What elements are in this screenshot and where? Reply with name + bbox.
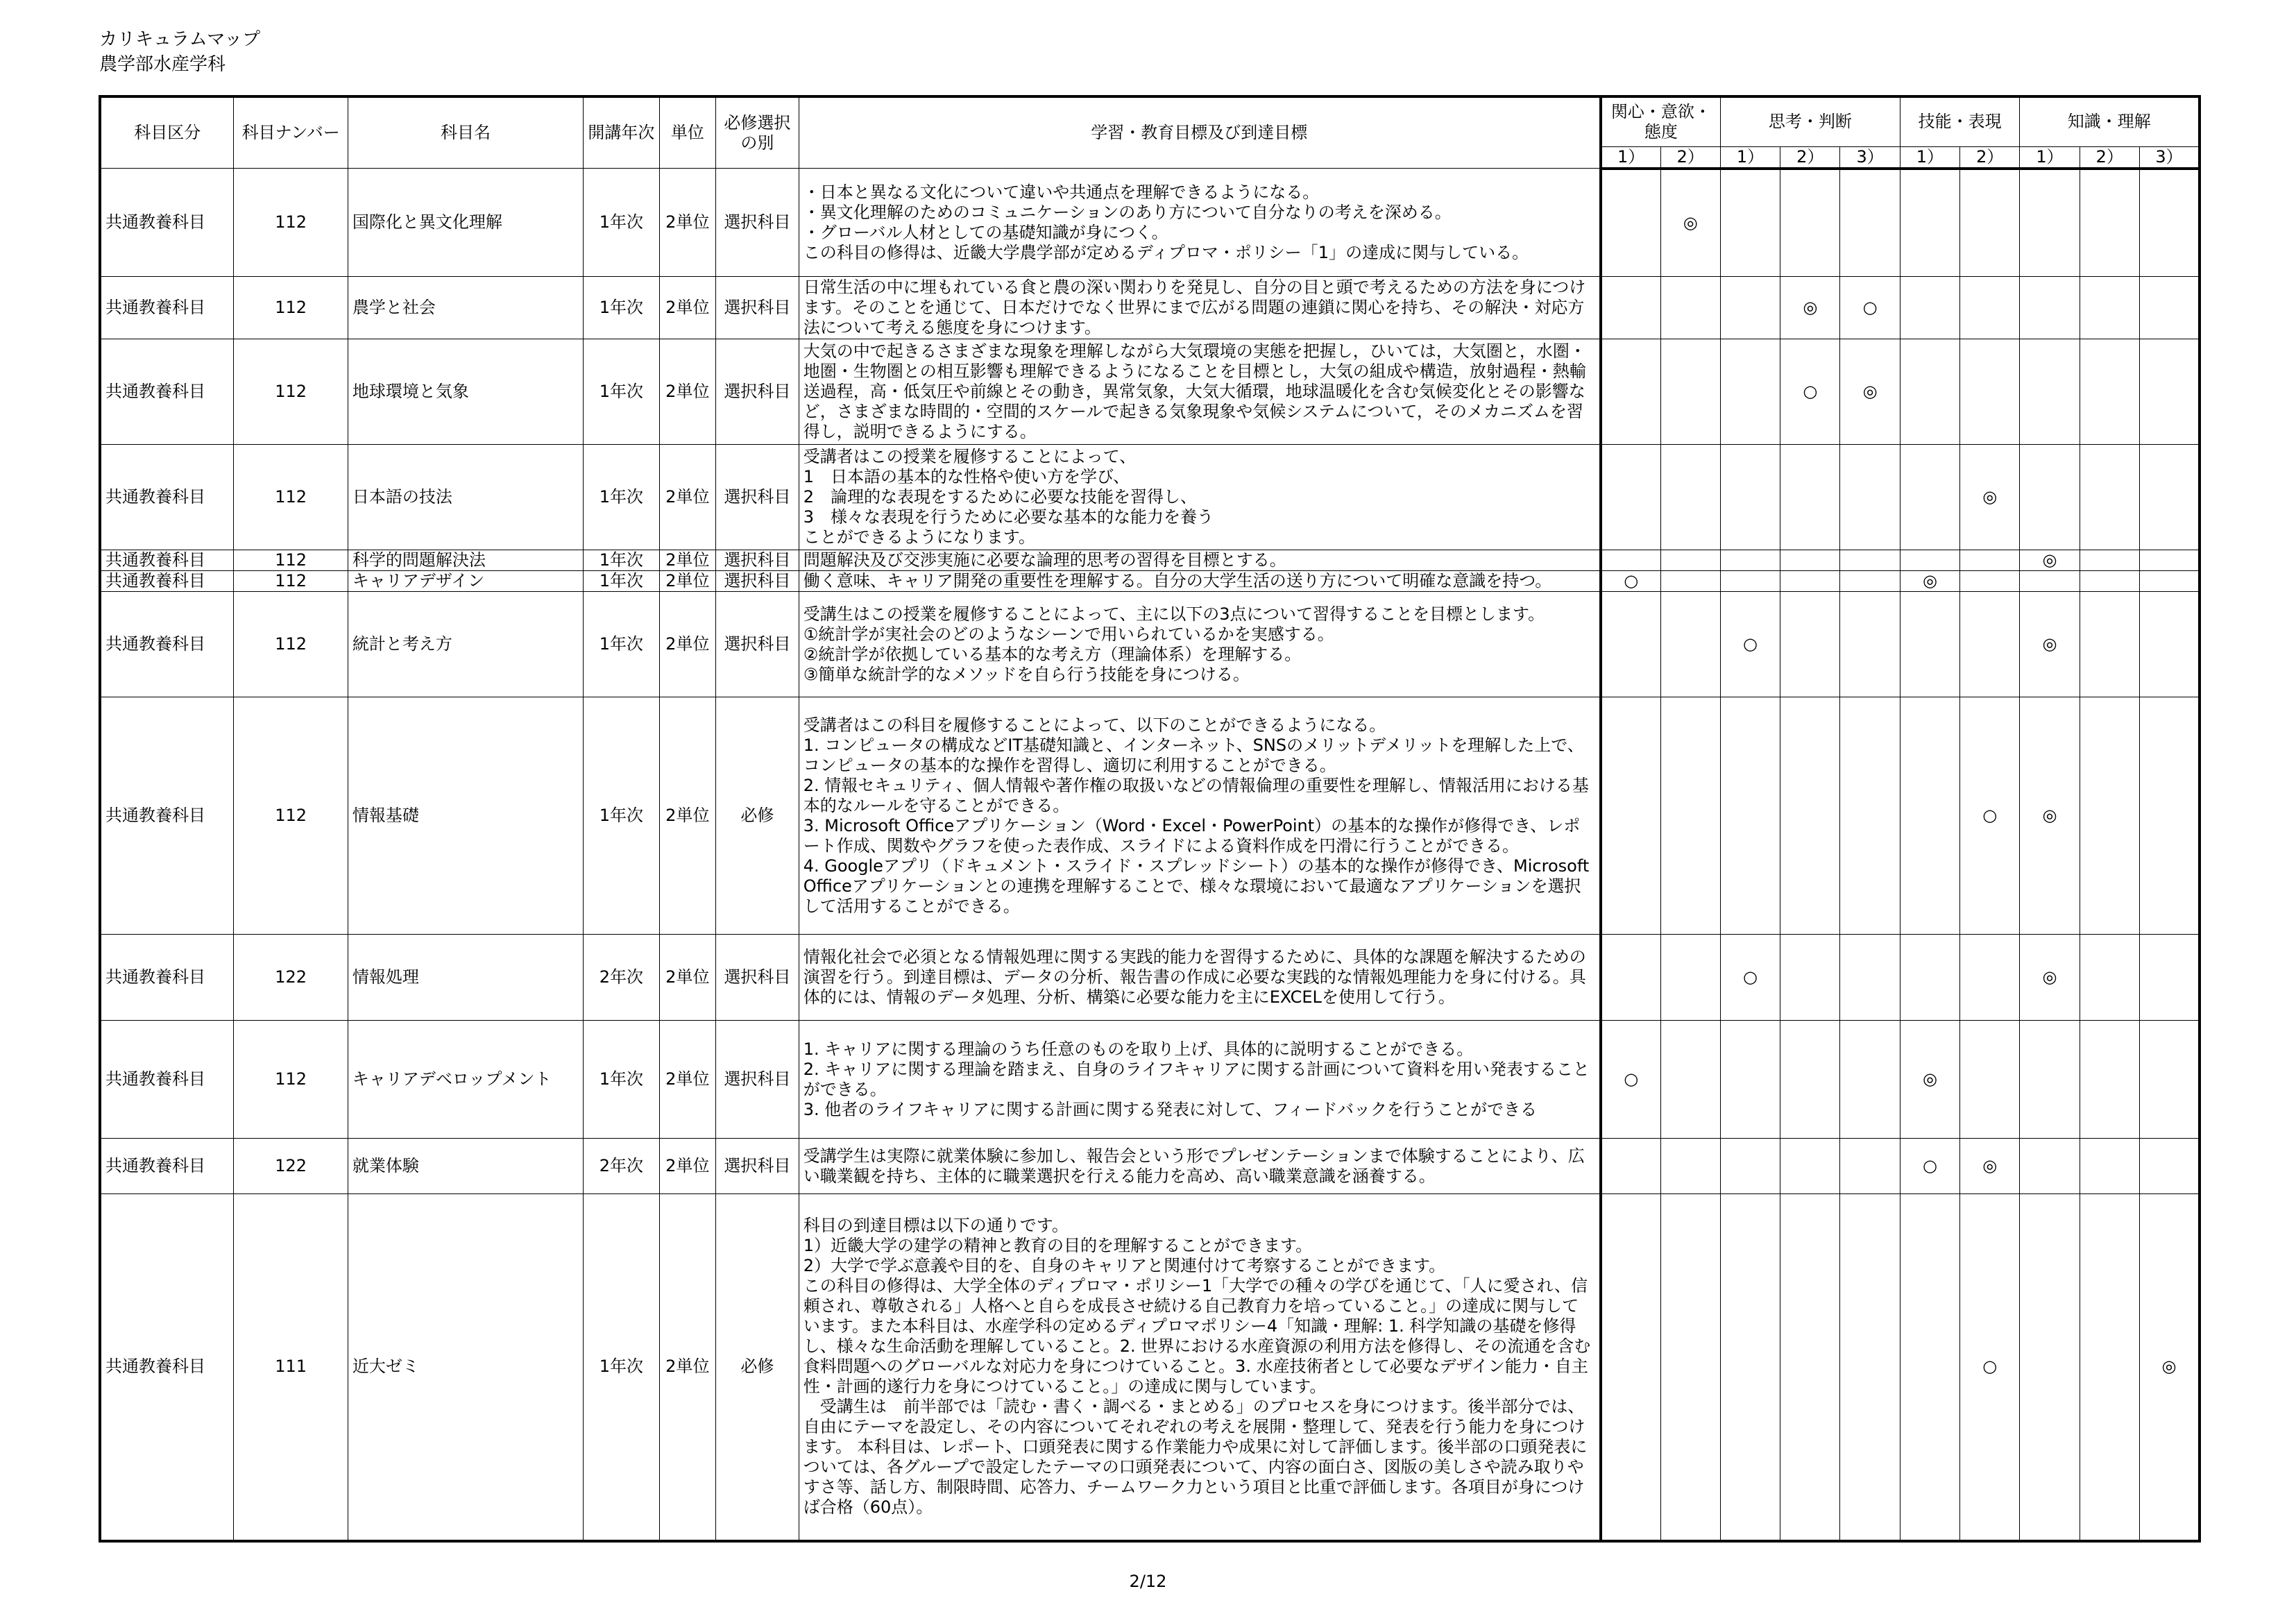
header-goals: 学習・教育目標及び到達目標: [799, 96, 1601, 169]
mark-cell: [2080, 1194, 2139, 1541]
mark-cell: [2139, 550, 2200, 571]
mark-cell: [1780, 1194, 1840, 1541]
mark-cell: [1840, 445, 1900, 550]
mark-cell: [1840, 169, 1900, 277]
category-cell: 共通教養科目: [100, 571, 234, 592]
mark-cell: [2139, 697, 2200, 935]
mark-cell: [2139, 1139, 2200, 1194]
mark-cell: [1900, 935, 1959, 1021]
year-cell: 1年次: [584, 571, 660, 592]
goals-cell: 科目の到達目標は以下の通りです。 1）近畿大学の建学の精神と教育の目的を理解することができます。 2）大学で学ぶ意義や目的を、自身のキャリアと関連付けて考察することができます。 この科目の修得は、大学全体のディプロマ・ポリシー1「大学での種々の学びを通じて、「人に愛され、信頼され、尊敬される」人格へと自らを成長させ続ける自己教育力を培っていること。」の達成に関与しています。また本科目は、水産学科の定めるディプロマポリシー4「知識・理解: 1. 科学知識の基礎を修得し、様々な生命活動を理解していること。2. 世界における水産資源の利用方法を修得し、その流通を含む食料問題へのグローバルな対応力を身につけていること。3. 水産技術者として必要なデザイン能力・自主性・計画的遂行力を身につけていること。」の達成に関与しています。 受講生は 前半部では「読む・書く・調べる・まとめる」のプロセスを身につけます。後半部分では、自由にテーマを設定し、その内容についてそれぞれの考えを展開・整理して、発表を行う能力を身につけます。 本科目は、レポート、口頭発表に関する作業能力や成果に対して評価します。後半部の口頭発表については、各グループで設定したテーマの口頭発表について、内容の面白さ、図版の美しさや読み取りやすさ等、話し方、制限時間、応答力、チームワーク力という項目と比重で評価します。各項目が身につけば合格（60点）。: [799, 1194, 1601, 1541]
required-cell: 選択科目: [715, 1139, 799, 1194]
mark-cell: [1720, 1021, 1780, 1139]
mark-cell: ○: [1601, 571, 1660, 592]
mark-cell: [1720, 339, 1780, 445]
subject-name-cell: 情報基礎: [348, 697, 583, 935]
required-cell: 選択科目: [715, 571, 799, 592]
credits-cell: 2単位: [659, 339, 715, 445]
category-cell: 共通教養科目: [100, 277, 234, 339]
year-cell: 1年次: [584, 697, 660, 935]
mark-cell: [1900, 339, 1959, 445]
mark-cell: ◎: [2020, 935, 2080, 1021]
number-cell: 112: [234, 592, 348, 697]
credits-cell: 2単位: [659, 697, 715, 935]
mark-cell: [1960, 935, 2020, 1021]
mark-cell: [2020, 445, 2080, 550]
category-cell: 共通教養科目: [100, 550, 234, 571]
mark-cell: ○: [1601, 1021, 1660, 1139]
mark-cell: [1900, 169, 1959, 277]
year-cell: 1年次: [584, 550, 660, 571]
mark-cell: [1720, 697, 1780, 935]
subject-name-cell: 日本語の技法: [348, 445, 583, 550]
mark-cell: [2139, 445, 2200, 550]
mark-cell: [1960, 571, 2020, 592]
year-cell: 1年次: [584, 339, 660, 445]
number-cell: 122: [234, 1139, 348, 1194]
mark-cell: [1900, 550, 1959, 571]
table-row: [100, 550, 2200, 571]
credits-cell: 2単位: [659, 445, 715, 550]
credits-cell: 2単位: [659, 571, 715, 592]
subject-name-cell: 近大ゼミ: [348, 1194, 583, 1541]
year-cell: 1年次: [584, 1021, 660, 1139]
number-cell: 112: [234, 339, 348, 445]
header-group-attitude: 関心・意欲・態度: [1601, 96, 1721, 146]
mark-cell: [1720, 277, 1780, 339]
mark-cell: ◎: [2139, 1194, 2200, 1541]
mark-cell: [2080, 445, 2139, 550]
number-cell: 122: [234, 935, 348, 1021]
mark-cell: [2020, 339, 2080, 445]
mark-cell: [1601, 592, 1660, 697]
mark-cell: [1601, 935, 1660, 1021]
mark-cell: ◎: [1960, 445, 2020, 550]
category-cell: 共通教養科目: [100, 1194, 234, 1541]
mark-cell: [1780, 1139, 1840, 1194]
number-cell: 111: [234, 1194, 348, 1541]
mark-cell: [2020, 571, 2080, 592]
required-cell: 選択科目: [715, 339, 799, 445]
mark-cell: [1601, 1194, 1660, 1541]
curriculum-map-table: [99, 95, 2201, 1543]
mark-cell: ◎: [2020, 592, 2080, 697]
year-cell: 1年次: [584, 169, 660, 277]
goals-cell: 受講者はこの授業を履修することによって、 1 日本語の基本的な性格や使い方を学び、 2 論理的な表現をするために必要な技能を習得し、 3 様々な表現を行うために必要な基本的な能力を養う ことができるようになります。: [799, 445, 1601, 550]
mark-cell: [1720, 445, 1780, 550]
mark-cell: [1840, 571, 1900, 592]
mark-cell: [1780, 592, 1840, 697]
category-cell: 共通教養科目: [100, 697, 234, 935]
mark-cell: [2020, 1139, 2080, 1194]
mark-cell: [1780, 445, 1840, 550]
mark-cell: [2139, 339, 2200, 445]
number-cell: 112: [234, 169, 348, 277]
mark-cell: [2080, 935, 2139, 1021]
mark-cell: ◎: [1900, 571, 1959, 592]
mark-cell: [1960, 592, 2020, 697]
required-cell: 選択科目: [715, 169, 799, 277]
mark-cell: [1720, 550, 1780, 571]
mark-cell: [1840, 1021, 1900, 1139]
year-cell: 2年次: [584, 935, 660, 1021]
mark-cell: [1900, 1194, 1959, 1541]
sub-header: 1）: [1720, 146, 1780, 169]
mark-cell: [2139, 935, 2200, 1021]
mark-cell: [1900, 592, 1959, 697]
sub-header: 2）: [2080, 146, 2139, 169]
category-cell: 共通教養科目: [100, 1139, 234, 1194]
sub-header: 1）: [1900, 146, 1959, 169]
subject-name-cell: キャリアデザイン: [348, 571, 583, 592]
number-cell: 112: [234, 277, 348, 339]
subject-name-cell: 農学と社会: [348, 277, 583, 339]
year-cell: 1年次: [584, 1194, 660, 1541]
mark-cell: ○: [1720, 935, 1780, 1021]
category-cell: 共通教養科目: [100, 445, 234, 550]
header-group-thinking: 思考・判断: [1720, 96, 1900, 146]
sub-header: 3）: [1840, 146, 1900, 169]
table-row: [100, 277, 2200, 339]
mark-cell: [1960, 277, 2020, 339]
number-cell: 112: [234, 445, 348, 550]
goals-cell: 受講生はこの授業を履修することによって、主に以下の3点について習得することを目標とします。 ①統計学が実社会のどのようなシーンで用いられているかを実感する。 ②統計学が依拠している基本的な考え方（理論体系）を理解する。 ③簡単な統計学的なメソッドを自ら行う技能を身につける。: [799, 592, 1601, 697]
credits-cell: 2単位: [659, 550, 715, 571]
mark-cell: ◎: [2020, 697, 2080, 935]
header-name: 科目名: [348, 96, 583, 169]
mark-cell: [1660, 571, 1720, 592]
page-number: 2/12: [1129, 1572, 1167, 1591]
mark-cell: [1660, 339, 1720, 445]
credits-cell: 2単位: [659, 1139, 715, 1194]
mark-cell: [2139, 571, 2200, 592]
year-cell: 1年次: [584, 592, 660, 697]
mark-cell: [1601, 445, 1660, 550]
mark-cell: [1660, 592, 1720, 697]
mark-cell: [2139, 1021, 2200, 1139]
mark-cell: [1840, 697, 1900, 935]
goals-cell: ・日本と異なる文化について違いや共通点を理解できるようになる。 ・異文化理解のためのコミュニケーションのあり方について自分なりの考えを深める。 ・グローバル人材としての基礎知識が身につく。 この科目の修得は、近畿大学農学部が定めるディプロマ・ポリシー「1」の達成に関与している。: [799, 169, 1601, 277]
mark-cell: [1840, 1139, 1900, 1194]
mark-cell: [2020, 1194, 2080, 1541]
mark-cell: [1960, 1021, 2020, 1139]
mark-cell: [1601, 169, 1660, 277]
credits-cell: 2単位: [659, 1021, 715, 1139]
goals-cell: 受講学生は実際に就業体験に参加し、報告会という形でプレゼンテーションまで体験することにより、広い職業観を持ち、主体的に職業選択を行える能力を高め、高い職業意識を涵養する。: [799, 1139, 1601, 1194]
table-row: [100, 935, 2200, 1021]
mark-cell: [2020, 1021, 2080, 1139]
required-cell: 選択科目: [715, 550, 799, 571]
mark-cell: [1780, 1021, 1840, 1139]
subject-name-cell: 科学的問題解決法: [348, 550, 583, 571]
goals-cell: 日常生活の中に埋もれている食と農の深い関わりを発見し、自分の目と頭で考えるための方法を身につけます。そのことを通じて、日本だけでなく世界にまで広がる問題の連鎖に関心を持ち、その解決・対応方法について考える態度を身につけます。: [799, 277, 1601, 339]
mark-cell: ○: [1720, 592, 1780, 697]
goals-cell: 情報化社会で必須となる情報処理に関する実践的能力を習得するために、具体的な課題を解決するための演習を行う。到達目標は、データの分析、報告書の作成に必要な実践的な情報処理能力を身に付ける。具体的には、情報のデータ処理、分析、構築に必要な能力を主にEXCELを使用して行う。: [799, 935, 1601, 1021]
number-cell: 112: [234, 1021, 348, 1139]
subject-name-cell: 情報処理: [348, 935, 583, 1021]
mark-cell: [2020, 277, 2080, 339]
goals-cell: 大気の中で起きるさまざまな現象を理解しながら大気環境の実態を把握し，ひいては，大気圏と，水圏・地圏・生物圏との相互影響も理解できるようになることを目標とし，大気の組成や構造，放射過程・熱輸送過程，高・低気圧や前線とその動き，異常気象，大気大循環，地球温暖化を含む気候変化とその影響など，さまざまな時間的・空間的スケールで起きる気象現象や気候システムについて，そのメカニズムを習得し，説明できるようにする。: [799, 339, 1601, 445]
category-cell: 共通教養科目: [100, 592, 234, 697]
category-cell: 共通教養科目: [100, 1021, 234, 1139]
mark-cell: [1780, 935, 1840, 1021]
table-row: [100, 1139, 2200, 1194]
mark-cell: ◎: [1660, 169, 1720, 277]
mark-cell: [1720, 1139, 1780, 1194]
goals-cell: 1. キャリアに関する理論のうち任意のものを取り上げ、具体的に説明することができる。 2. キャリアに関する理論を踏まえ、自身のライフキャリアに関する計画について資料を用い発表することができる。 3. 他者のライフキャリアに関する計画に関する発表に対して、フィードバックを行うことができる: [799, 1021, 1601, 1139]
mark-cell: [1900, 697, 1959, 935]
mark-cell: [1660, 1021, 1720, 1139]
subject-name-cell: キャリアデベロップメント: [348, 1021, 583, 1139]
mark-cell: ◎: [1780, 277, 1840, 339]
number-cell: 112: [234, 697, 348, 935]
table-body: [100, 169, 2200, 1541]
mark-cell: [1601, 277, 1660, 339]
header-year: 開講年次: [584, 96, 660, 169]
subject-name-cell: 統計と考え方: [348, 592, 583, 697]
mark-cell: [2080, 550, 2139, 571]
sub-header: 1）: [2020, 146, 2080, 169]
mark-cell: ○: [1960, 697, 2020, 935]
required-cell: 選択科目: [715, 1021, 799, 1139]
mark-cell: [2080, 339, 2139, 445]
required-cell: 必修: [715, 697, 799, 935]
mark-cell: [1720, 1194, 1780, 1541]
mark-cell: ◎: [1840, 339, 1900, 445]
required-cell: 選択科目: [715, 277, 799, 339]
mark-cell: [1780, 571, 1840, 592]
category-cell: 共通教養科目: [100, 935, 234, 1021]
header-number: 科目ナンバー: [234, 96, 348, 169]
mark-cell: [2080, 571, 2139, 592]
mark-cell: ○: [1900, 1139, 1959, 1194]
number-cell: 112: [234, 550, 348, 571]
mark-cell: [2080, 169, 2139, 277]
mark-cell: [2080, 1139, 2139, 1194]
mark-cell: [1660, 935, 1720, 1021]
page-title: カリキュラムマップ: [99, 29, 261, 50]
required-cell: 選択科目: [715, 592, 799, 697]
category-cell: 共通教養科目: [100, 339, 234, 445]
mark-cell: [1660, 1194, 1720, 1541]
mark-cell: [1720, 169, 1780, 277]
mark-cell: [1601, 1139, 1660, 1194]
header-category: 科目区分: [100, 96, 234, 169]
mark-cell: [2080, 697, 2139, 935]
mark-cell: [1660, 1139, 1720, 1194]
mark-cell: [1840, 550, 1900, 571]
number-cell: 112: [234, 571, 348, 592]
mark-cell: [1780, 169, 1840, 277]
mark-cell: [1660, 697, 1720, 935]
mark-cell: [1960, 550, 2020, 571]
mark-cell: ○: [1780, 339, 1840, 445]
year-cell: 1年次: [584, 445, 660, 550]
page-subtitle: 農学部水産学科: [99, 54, 226, 75]
credits-cell: 2単位: [659, 592, 715, 697]
mark-cell: [2080, 277, 2139, 339]
mark-cell: ◎: [1900, 1021, 1959, 1139]
category-cell: 共通教養科目: [100, 169, 234, 277]
mark-cell: [1720, 571, 1780, 592]
goals-cell: 受講者はこの科目を履修することによって、以下のことができるようになる。 1. コンピュータの構成などIT基礎知識と、インターネット、SNSのメリットデメリットを理解した上で、コンピュータの基本的な操作を習得し、適切に利用することができる。 2. 情報セキュリティ、個人情報や著作権の取扱いなどの情報倫理の重要性を理解し、情報活用における基本的なルールを守ることができる。 3. Microsoft Officeアプリケーション（Word・Excel・PowerPoint）の基本的な操作が修得でき、レポート作成、関数やグラフを使った表作成、スライドによる資料作成を円滑に行うことができる。 4. Googleアプリ（ドキュメント・スライド・スプレッドシート）の基本的な操作が修得でき、Microsoft Officeアプリケーションとの連携を理解することで、様々な環境において最適なアプリケーションを選択して活用することができる。: [799, 697, 1601, 935]
credits-cell: 2単位: [659, 277, 715, 339]
mark-cell: [1601, 339, 1660, 445]
sub-header: 2）: [1780, 146, 1840, 169]
mark-cell: ◎: [1960, 1139, 2020, 1194]
sub-header: 2）: [1660, 146, 1720, 169]
table-row: [100, 697, 2200, 935]
table-row: [100, 592, 2200, 697]
mark-cell: [1840, 1194, 1900, 1541]
mark-cell: [2139, 592, 2200, 697]
sub-header: 3）: [2139, 146, 2200, 169]
header-credits: 単位: [659, 96, 715, 169]
mark-cell: [1660, 277, 1720, 339]
mark-cell: [1660, 445, 1720, 550]
mark-cell: [2080, 592, 2139, 697]
credits-cell: 2単位: [659, 169, 715, 277]
mark-cell: [1601, 697, 1660, 935]
table-row: [100, 445, 2200, 550]
required-cell: 選択科目: [715, 935, 799, 1021]
mark-cell: [2020, 169, 2080, 277]
mark-cell: [1780, 697, 1840, 935]
mark-cell: [2139, 277, 2200, 339]
mark-cell: [1840, 935, 1900, 1021]
mark-cell: [2139, 169, 2200, 277]
table-row: [100, 1021, 2200, 1139]
year-cell: 1年次: [584, 277, 660, 339]
mark-cell: [1900, 277, 1959, 339]
mark-cell: [1601, 550, 1660, 571]
header-group-skills: 技能・表現: [1900, 96, 2020, 146]
mark-cell: [2080, 1021, 2139, 1139]
mark-cell: ○: [1840, 277, 1900, 339]
sub-header: 2）: [1960, 146, 2020, 169]
credits-cell: 2単位: [659, 935, 715, 1021]
subject-name-cell: 国際化と異文化理解: [348, 169, 583, 277]
mark-cell: [1660, 550, 1720, 571]
table-row: [100, 339, 2200, 445]
required-cell: 選択科目: [715, 445, 799, 550]
sub-header: 1）: [1601, 146, 1660, 169]
mark-cell: ○: [1960, 1194, 2020, 1541]
table-row: [100, 169, 2200, 277]
goals-cell: 働く意味、キャリア開発の重要性を理解する。自分の大学生活の送り方について明確な意識を持つ。: [799, 571, 1601, 592]
mark-cell: [1780, 550, 1840, 571]
table-row: [100, 571, 2200, 592]
mark-cell: [1900, 445, 1959, 550]
mark-cell: [1960, 339, 2020, 445]
goals-cell: 問題解決及び交渉実施に必要な論理的思考の習得を目標とする。: [799, 550, 1601, 571]
year-cell: 2年次: [584, 1139, 660, 1194]
subject-name-cell: 就業体験: [348, 1139, 583, 1194]
header-required: 必修選択の別: [715, 96, 799, 169]
mark-cell: ◎: [2020, 550, 2080, 571]
credits-cell: 2単位: [659, 1194, 715, 1541]
mark-cell: [1960, 169, 2020, 277]
table-row: [100, 1194, 2200, 1541]
header-group-knowledge: 知識・理解: [2020, 96, 2200, 146]
subject-name-cell: 地球環境と気象: [348, 339, 583, 445]
required-cell: 必修: [715, 1194, 799, 1541]
mark-cell: [1840, 592, 1900, 697]
